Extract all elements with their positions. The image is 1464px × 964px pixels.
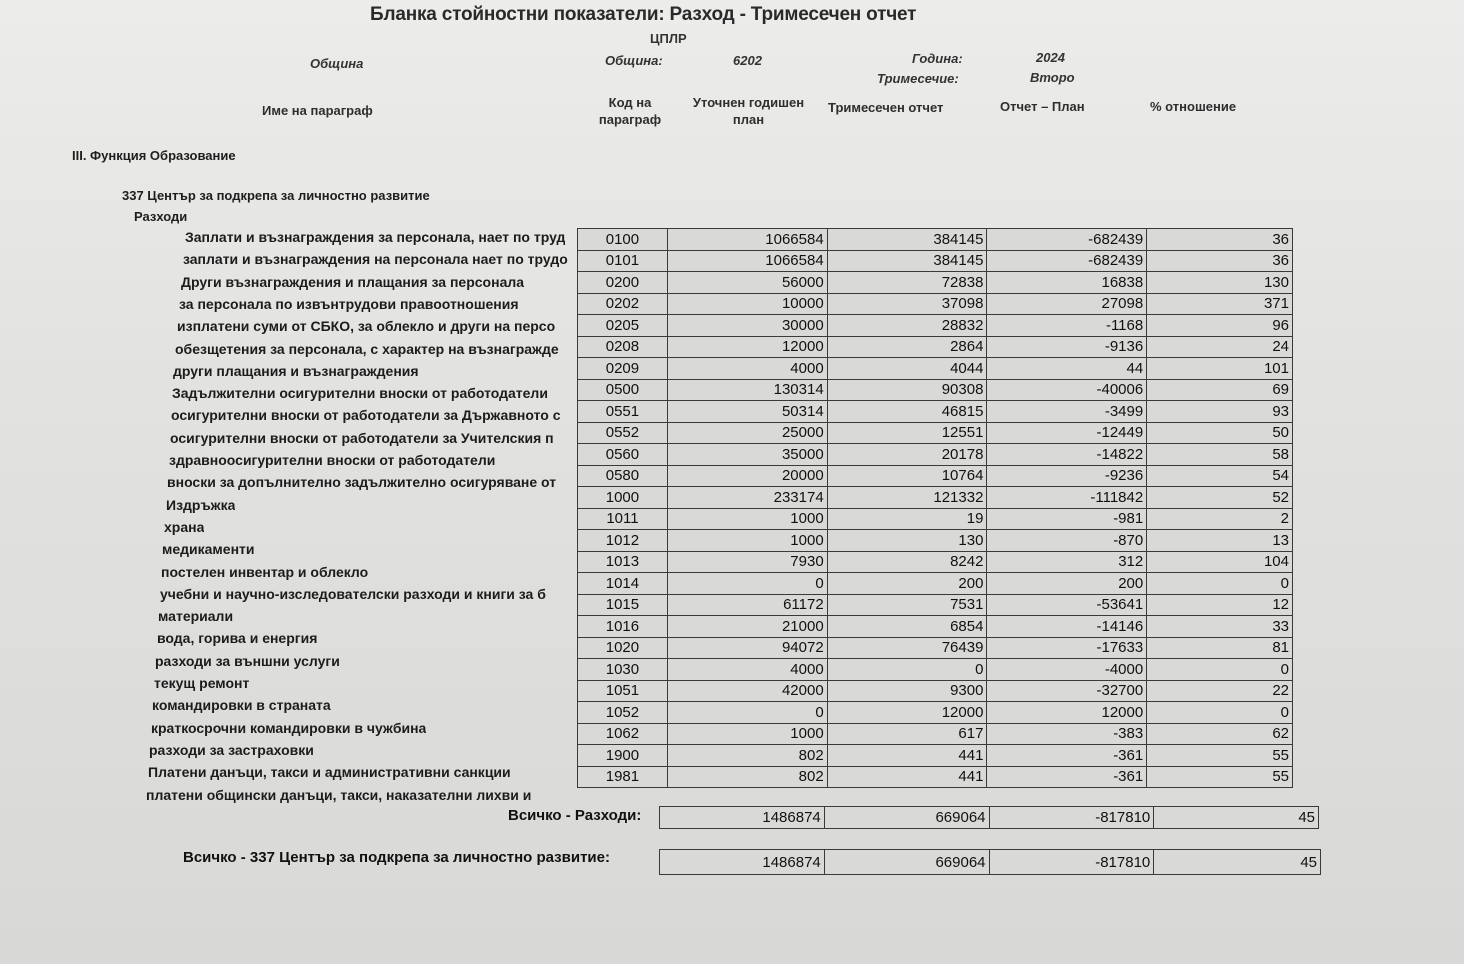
- document-title: Бланка стойностни показатели: Разход - Тримесечен отчет: [370, 4, 917, 25]
- percent-ratio-cell: 0: [1147, 659, 1293, 681]
- data-table: [577, 228, 1293, 788]
- municipality-left-label: Община: [310, 56, 364, 71]
- percent-ratio-cell: 371: [1147, 293, 1293, 315]
- quarterly-report-cell: 72838: [827, 272, 987, 294]
- percent-ratio-cell: 52: [1147, 487, 1293, 509]
- paragraph-name: осигурителни вноски от работодатели за Учителския п: [170, 429, 554, 446]
- total-diff: -817810: [989, 807, 1154, 829]
- paragraph-code-cell: 1981: [578, 766, 668, 788]
- report-minus-plan-cell: 312: [987, 551, 1147, 573]
- year-value: 2024: [1036, 50, 1065, 65]
- year-label: Година:: [912, 51, 963, 66]
- paragraph-name: здравноосигурителни вноски от работодатели: [169, 452, 496, 468]
- function-heading: III. Функция Образование: [72, 148, 236, 163]
- paragraph-name: материали: [158, 608, 234, 625]
- paragraph-code-cell: 0580: [578, 465, 668, 487]
- report-minus-plan-cell: 200: [987, 573, 1147, 595]
- quarterly-report-cell: 9300: [827, 680, 987, 702]
- grand-total-row: [659, 849, 1321, 875]
- paragraph-code-cell: 1051: [578, 680, 668, 702]
- quarterly-report-cell: 7531: [827, 594, 987, 616]
- report-minus-plan-cell: -14146: [987, 616, 1147, 638]
- annual-plan-cell: 0: [667, 702, 827, 724]
- paragraph-name: Задължителни осигурителни вноски от работодатели: [172, 385, 548, 402]
- paragraph-code-cell: 1052: [578, 702, 668, 724]
- paragraph-name: храна: [164, 518, 205, 535]
- table-row: [578, 336, 1293, 358]
- grand-total-label: Всичко - 337 Център за подкрепа за личностно развитие:: [183, 849, 610, 866]
- annual-plan-cell: 94072: [667, 637, 827, 659]
- paragraph-code-cell: 1900: [578, 745, 668, 767]
- quarterly-report-cell: 19: [827, 508, 987, 530]
- percent-ratio-cell: 81: [1147, 637, 1293, 659]
- quarterly-report-cell: 46815: [827, 401, 987, 423]
- table-row: [578, 659, 1293, 681]
- percent-ratio-cell: 104: [1147, 551, 1293, 573]
- percent-ratio-cell: 130: [1147, 272, 1293, 294]
- percent-ratio-cell: 33: [1147, 616, 1293, 638]
- quarterly-report-cell: 2864: [827, 336, 987, 358]
- annual-plan-cell: 233174: [667, 487, 827, 509]
- annual-plan-cell: 1000: [667, 508, 827, 530]
- percent-ratio-cell: 36: [1147, 229, 1293, 251]
- quarterly-report-cell: 20178: [827, 444, 987, 466]
- total-expenses-label: Всичко - Разходи:: [508, 807, 642, 824]
- column-header-plan-line1: Уточнен годишен: [692, 95, 805, 110]
- quarterly-report-cell: 12551: [827, 422, 987, 444]
- percent-ratio-cell: 2: [1147, 508, 1293, 530]
- table-row: [578, 594, 1293, 616]
- column-header-code: [590, 94, 670, 128]
- paragraph-code-cell: 1013: [578, 551, 668, 573]
- annual-plan-cell: 0: [667, 573, 827, 595]
- report-minus-plan-cell: -53641: [987, 594, 1147, 616]
- paragraph-code-cell: 0101: [578, 250, 668, 272]
- paragraph-code-cell: 1020: [578, 637, 668, 659]
- paragraph-code-cell: 1030: [578, 659, 668, 681]
- report-minus-plan-cell: -4000: [987, 659, 1147, 681]
- total-report: 669064: [824, 807, 989, 829]
- table-row: [578, 508, 1293, 530]
- report-minus-plan-cell: -9136: [987, 336, 1147, 358]
- percent-ratio-cell: 54: [1147, 465, 1293, 487]
- grand-total-plan: 1486874: [660, 850, 825, 875]
- quarterly-report-cell: 384145: [827, 250, 987, 272]
- table-row: [578, 229, 1293, 251]
- quarterly-report-cell: 8242: [827, 551, 987, 573]
- percent-ratio-cell: 58: [1147, 444, 1293, 466]
- grand-total-diff: -817810: [989, 850, 1154, 875]
- total-plan: 1486874: [660, 807, 825, 829]
- report-minus-plan-cell: 27098: [987, 293, 1147, 315]
- table-row: [578, 250, 1293, 272]
- paragraph-name: Платени данъци, такси и административни санкции: [148, 764, 511, 781]
- paragraph-code-cell: 0209: [578, 358, 668, 380]
- table-row: [578, 465, 1293, 487]
- annual-plan-cell: 4000: [667, 358, 827, 380]
- paragraph-code-cell: 0552: [578, 422, 668, 444]
- percent-ratio-cell: 96: [1147, 315, 1293, 337]
- paragraph-name: платени общински данъци, такси, наказателни лихви и: [146, 786, 532, 803]
- percent-ratio-cell: 69: [1147, 379, 1293, 401]
- report-minus-plan-cell: -1168: [987, 315, 1147, 337]
- annual-plan-cell: 1000: [667, 723, 827, 745]
- paragraph-name: обезщетения за персонала, с характер на възнагражде: [175, 340, 559, 357]
- table-row: [578, 487, 1293, 509]
- column-header-name: Име на параграф: [262, 103, 373, 118]
- report-minus-plan-cell: -9236: [987, 465, 1147, 487]
- quarterly-report-cell: 10764: [827, 465, 987, 487]
- paragraph-code-cell: 1011: [578, 508, 668, 530]
- report-minus-plan-cell: 12000: [987, 702, 1147, 724]
- grand-total-report: 669064: [824, 850, 989, 875]
- column-header-plan-line2: план: [732, 112, 765, 127]
- quarterly-report-cell: 441: [827, 766, 987, 788]
- paragraph-name: разходи за външни услуги: [155, 652, 340, 669]
- annual-plan-cell: 802: [667, 766, 827, 788]
- table-row: [578, 358, 1293, 380]
- report-minus-plan-cell: -981: [987, 508, 1147, 530]
- total-expenses-row: [659, 806, 1319, 829]
- table-row: [578, 379, 1293, 401]
- report-minus-plan-cell: -17633: [987, 637, 1147, 659]
- percent-ratio-cell: 22: [1147, 680, 1293, 702]
- total-pct: 45: [1154, 807, 1319, 829]
- quarterly-report-cell: 4044: [827, 358, 987, 380]
- paragraph-name: заплати и възнаграждения на персонала нает по трудо: [183, 251, 568, 268]
- annual-plan-cell: 20000: [667, 465, 827, 487]
- report-minus-plan-cell: 16838: [987, 272, 1147, 294]
- report-minus-plan-cell: -870: [987, 530, 1147, 552]
- table-row: [578, 401, 1293, 423]
- annual-plan-cell: 25000: [667, 422, 827, 444]
- table-row: [578, 573, 1293, 595]
- percent-ratio-cell: 12: [1147, 594, 1293, 616]
- quarterly-report-cell: 28832: [827, 315, 987, 337]
- table-row: [578, 637, 1293, 659]
- percent-ratio-cell: 55: [1147, 745, 1293, 767]
- table-row: [578, 551, 1293, 573]
- percent-ratio-cell: 36: [1147, 250, 1293, 272]
- table-row: [578, 680, 1293, 702]
- paragraph-code-cell: 1016: [578, 616, 668, 638]
- annual-plan-cell: 50314: [667, 401, 827, 423]
- table-row: [578, 616, 1293, 638]
- annual-plan-cell: 30000: [667, 315, 827, 337]
- report-minus-plan-cell: -32700: [987, 680, 1147, 702]
- column-header-report: Тримесечен отчет: [828, 100, 944, 115]
- column-header-code-line2: параграф: [598, 112, 662, 127]
- paragraph-name: медикаменти: [162, 541, 255, 558]
- annual-plan-cell: 130314: [667, 379, 827, 401]
- table-row: [578, 766, 1293, 788]
- activity-heading: 337 Център за подкрепа за личностно развитие: [122, 188, 430, 203]
- table-row: [578, 745, 1293, 767]
- report-minus-plan-cell: -682439: [987, 250, 1147, 272]
- annual-plan-cell: 10000: [667, 293, 827, 315]
- paragraph-code-cell: 1062: [578, 723, 668, 745]
- report-minus-plan-cell: -12449: [987, 422, 1147, 444]
- quarterly-report-cell: 130: [827, 530, 987, 552]
- table-row: [578, 530, 1293, 552]
- quarter-value: Второ: [1030, 70, 1075, 85]
- table-row: [578, 444, 1293, 466]
- report-minus-plan-cell: -14822: [987, 444, 1147, 466]
- paragraph-name: постелен инвентар и облекло: [161, 563, 369, 580]
- quarterly-report-cell: 441: [827, 745, 987, 767]
- report-minus-plan-cell: -682439: [987, 229, 1147, 251]
- paragraph-name: краткосрочни командировки в чужбина: [151, 719, 427, 736]
- paragraph-name: вноски за допълнително задължително осигуряване от: [167, 474, 557, 491]
- paragraph-name: Заплати и възнаграждения за персонала, нает по труд: [185, 229, 566, 245]
- quarterly-report-cell: 6854: [827, 616, 987, 638]
- municipality-code: 6202: [733, 53, 762, 68]
- quarterly-report-cell: 384145: [827, 229, 987, 251]
- paragraph-code-cell: 0100: [578, 229, 668, 251]
- annual-plan-cell: 4000: [667, 659, 827, 681]
- group-heading: Разходи: [134, 209, 188, 224]
- document-subtitle: ЦПЛР: [650, 31, 687, 46]
- grand-total-pct: 45: [1154, 850, 1321, 875]
- percent-ratio-cell: 0: [1147, 702, 1293, 724]
- municipality-label: Община:: [605, 53, 663, 68]
- table-row: [578, 315, 1293, 337]
- percent-ratio-cell: 0: [1147, 573, 1293, 595]
- report-minus-plan-cell: -3499: [987, 401, 1147, 423]
- report-minus-plan-cell: -361: [987, 745, 1147, 767]
- paragraph-code-cell: 0202: [578, 293, 668, 315]
- annual-plan-cell: 1066584: [667, 250, 827, 272]
- report-minus-plan-cell: -40006: [987, 379, 1147, 401]
- annual-plan-cell: 7930: [667, 551, 827, 573]
- paragraph-name: разходи за застраховки: [149, 741, 314, 758]
- report-minus-plan-cell: -383: [987, 723, 1147, 745]
- column-header-plan: [676, 94, 821, 128]
- table-row: [578, 723, 1293, 745]
- paragraph-name: вода, горива и енергия: [157, 630, 318, 647]
- paragraph-name: за персонала по извънтрудови правоотношения: [179, 295, 519, 312]
- paragraph-code-cell: 1000: [578, 487, 668, 509]
- column-header-code-line1: Код на: [608, 95, 652, 110]
- paragraph-code-cell: 0208: [578, 336, 668, 358]
- quarterly-report-cell: 37098: [827, 293, 987, 315]
- quarterly-report-cell: 90308: [827, 379, 987, 401]
- table-row: [578, 702, 1293, 724]
- quarterly-report-cell: 0: [827, 659, 987, 681]
- paragraph-name: Издръжка: [166, 496, 236, 513]
- quarterly-report-cell: 200: [827, 573, 987, 595]
- percent-ratio-cell: 62: [1147, 723, 1293, 745]
- paragraph-code-cell: 1015: [578, 594, 668, 616]
- paragraph-name: Други възнаграждения и плащания за персонала: [181, 273, 525, 290]
- annual-plan-cell: 12000: [667, 336, 827, 358]
- column-header-diff: Отчет – План: [1000, 99, 1085, 114]
- percent-ratio-cell: 50: [1147, 422, 1293, 444]
- paragraph-name: учебни и научно-изследователски разходи и книги за б: [160, 585, 546, 602]
- paragraph-code-cell: 0500: [578, 379, 668, 401]
- column-header-pct: % отношение: [1150, 99, 1237, 114]
- percent-ratio-cell: 13: [1147, 530, 1293, 552]
- percent-ratio-cell: 55: [1147, 766, 1293, 788]
- annual-plan-cell: 42000: [667, 680, 827, 702]
- percent-ratio-cell: 93: [1147, 401, 1293, 423]
- quarterly-report-cell: 617: [827, 723, 987, 745]
- table-row: [578, 272, 1293, 294]
- annual-plan-cell: 56000: [667, 272, 827, 294]
- quarterly-report-cell: 12000: [827, 702, 987, 724]
- annual-plan-cell: 35000: [667, 444, 827, 466]
- quarterly-report-cell: 121332: [827, 487, 987, 509]
- quarter-label: Тримесечие:: [877, 71, 959, 86]
- percent-ratio-cell: 24: [1147, 336, 1293, 358]
- report-minus-plan-cell: 44: [987, 358, 1147, 380]
- table-row: [578, 422, 1293, 444]
- paragraph-code-cell: 0560: [578, 444, 668, 466]
- paragraph-name: изплатени суми от СБКО, за облекло и други на персо: [177, 318, 556, 335]
- annual-plan-cell: 802: [667, 745, 827, 767]
- quarterly-report-cell: 76439: [827, 637, 987, 659]
- paragraph-name: осигурителни вноски от работодатели за Държавното с: [171, 407, 561, 424]
- table-row: [578, 293, 1293, 315]
- paragraph-code-cell: 0551: [578, 401, 668, 423]
- paragraph-code-cell: 0200: [578, 272, 668, 294]
- paragraph-code-cell: 1014: [578, 573, 668, 595]
- paragraph-code-cell: 0205: [578, 315, 668, 337]
- annual-plan-cell: 1066584: [667, 229, 827, 251]
- paragraph-code-cell: 1012: [578, 530, 668, 552]
- paragraph-name: командировки в страната: [152, 697, 331, 714]
- paragraph-name: текущ ремонт: [154, 675, 250, 691]
- paragraph-name: други плащания и възнаграждения: [173, 362, 419, 379]
- report-minus-plan-cell: -111842: [987, 487, 1147, 509]
- percent-ratio-cell: 101: [1147, 358, 1293, 380]
- annual-plan-cell: 1000: [667, 530, 827, 552]
- annual-plan-cell: 21000: [667, 616, 827, 638]
- annual-plan-cell: 61172: [667, 594, 827, 616]
- report-minus-plan-cell: -361: [987, 766, 1147, 788]
